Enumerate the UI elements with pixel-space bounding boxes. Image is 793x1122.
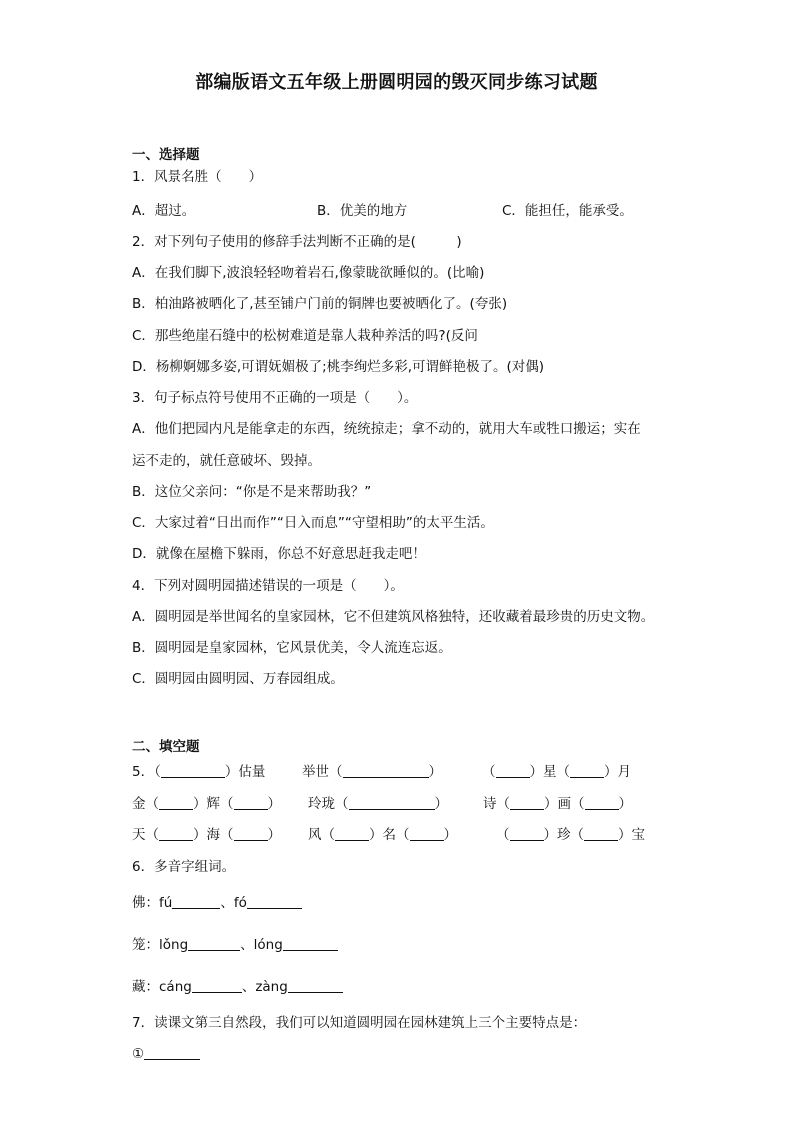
fill-blank[interactable] [570,763,604,778]
q5-row3-part2: 风（ ）名（ ） [308,827,457,843]
fill-blank[interactable] [496,763,530,778]
question-3-option-a-cont: 运不走的，就任意破坏、毁掉。 [132,453,321,469]
polyphone-item-long: 笼：lǒng 、lóng [132,935,338,955]
page-title: 部编版语文五年级上册圆明园的毁灭同步练习试题 [195,72,598,93]
option-a: A．超过。 [132,203,196,219]
polyphone-item-fo: 佛：fú 、fó [132,893,302,913]
question-7-item-1: ① [132,1044,200,1064]
question-1-stem: 1．风景名胜（ ） [132,169,263,185]
question-3-option-a: A．他们把园内凡是能拿走的东西，统统掠走；拿不动的，就用大车或牲口搬运；实在 [132,421,641,437]
q5-row3-part1: 天（ ）海（ ） [132,827,281,843]
option-c: C．能担任，能承受。 [502,203,633,219]
fill-blank[interactable] [172,894,220,909]
fill-blank[interactable] [349,795,435,810]
question-4-option-a: A．圆明园是举世闻名的皇家园林，它不但建筑风格独特，还收藏着最珍贵的历史文物。 [132,609,655,625]
question-1-options [132,201,633,221]
polyphone-item-zang: 藏：cáng 、zàng [132,977,343,997]
question-7-stem: 7．读课文第三自然段，我们可以知道圆明园在园林建筑上三个主要特点是： [132,1015,587,1031]
question-3-stem: 3．句子标点符号使用不正确的一项是（ ）。 [132,390,418,406]
fill-blank[interactable] [247,894,302,909]
fill-blank[interactable] [288,978,343,993]
fill-blank[interactable] [144,1045,200,1060]
option-b: B．优美的地方 [317,203,408,219]
question-3-option-d: D．就像在屋檐下躲雨，你总不好意思赶我走吧！ [132,546,426,562]
question-2-option-a: A．在我们脚下,波浪轻轻吻着岩石,像蒙眬欲睡似的。(比喻) [132,265,485,281]
fill-blank[interactable] [188,936,240,951]
q5-row2-part3: 诗（ ）画（ ） [483,796,632,812]
fill-blank[interactable] [161,763,225,778]
fill-blank[interactable] [510,795,544,810]
section-heading-choice: 一、选择题 [132,147,200,163]
question-6-stem: 6．多音字组词。 [132,859,236,875]
fill-blank[interactable] [159,826,193,841]
question-4-stem: 4．下列对圆明园描述错误的一项是（ ）。 [132,578,404,594]
fill-blank[interactable] [335,826,369,841]
q5-row3-part3: （ ）珍（ ）宝 [496,827,645,843]
question-2-option-b: B．柏油路被晒化了,甚至铺户门前的铜牌也要被晒化了。(夸张) [132,296,508,312]
section-heading-fill: 二、填空题 [132,739,200,755]
question-3-option-c: C．大家过着“日出而作”“日入而息”“守望相助”的太平生活。 [132,515,494,531]
fill-blank[interactable] [192,978,242,993]
q5-row1-part2: 举世（ ） [302,764,442,780]
question-2-option-d: D．杨柳婀娜多姿,可谓妩媚极了;桃李绚烂多彩,可谓鲜艳极了。(对偶) [132,359,545,375]
fill-blank[interactable] [585,795,619,810]
fill-blank[interactable] [159,795,193,810]
question-2-stem: 2．对下列句子使用的修辞手法判断不正确的是( ) [132,234,462,250]
q5-row2-part2: 玲珑（ ） [308,796,448,812]
fill-blank[interactable] [283,936,338,951]
fill-blank[interactable] [410,826,444,841]
question-3-option-b: B．这位父亲问：“你是不是来帮助我？” [132,484,372,500]
fill-blank[interactable] [584,826,618,841]
q5-row1-part1: 5．（ ）估量 [132,764,266,780]
fill-blank[interactable] [343,763,429,778]
q5-row2-part1: 金（ ）辉（ ） [132,796,281,812]
question-4-option-b: B．圆明园是皇家园林，它风景优美，令人流连忘返。 [132,640,452,656]
q5-row1-part3: （ ）星（ ）月 [482,764,631,780]
question-4-option-c: C．圆明园由圆明园、万春园组成。 [132,671,344,687]
question-2-option-c: C．那些绝崖石缝中的松树难道是靠人栽种养活的吗?(反问 [132,328,478,344]
fill-blank[interactable] [234,795,268,810]
fill-blank[interactable] [234,826,268,841]
fill-blank[interactable] [510,826,544,841]
